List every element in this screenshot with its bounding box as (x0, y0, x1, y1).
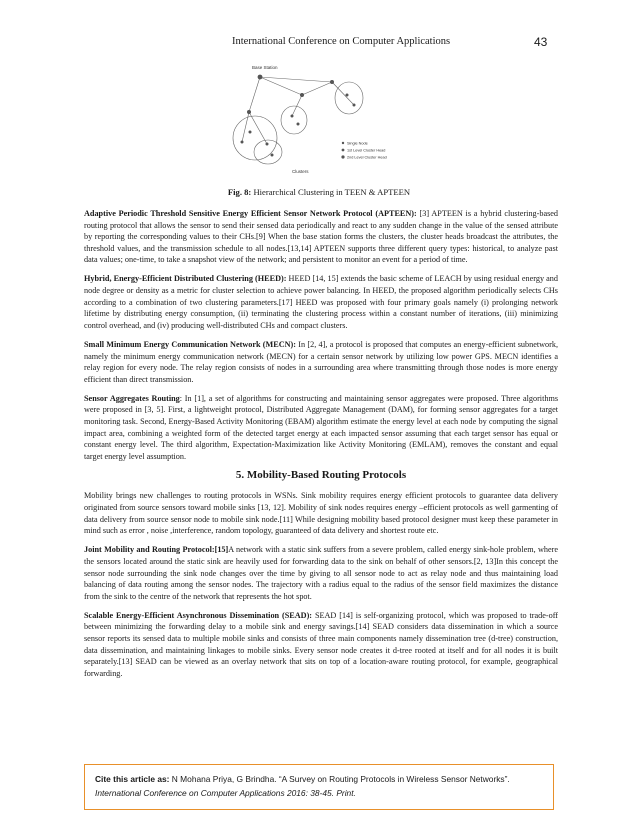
legend-first-level-ch: 1st Level Cluster Head (347, 148, 386, 153)
clusters-label: Clusters (292, 169, 309, 174)
paragraph-text: HEED [14, 15] extends the basic scheme of LEACH by using residual energy and node degree or density as a metric for cluster selection to achieve power balancing. In HEED, the proposed algorithm periodically selects CHs according to a combination of two clustering parameters.[17] HEED was proposed with four primary goals namely (i) prolonging network lifetime by distributing energy consumption, (ii) terminating the clustering process within a constant number of iterations, (iii) minimizing control overhead, and (iv) producing well-distributed CHs and compact clusters. (84, 274, 558, 330)
base-station-label: Base Station (252, 65, 278, 70)
paragraph-heed (84, 273, 558, 331)
paragraph-heading: Small Minimum Energy Communication Network (MECN): (84, 339, 297, 349)
page-number: 43 (534, 35, 548, 49)
paragraph-sensor-aggregates (84, 393, 558, 463)
figure-caption-text: Hierarchical Clustering in TEEN & APTEEN (251, 187, 411, 197)
paragraph-joint-mobility (84, 544, 558, 602)
paragraph-heading: Hybrid, Energy-Efficient Distributed Clustering (HEED): (84, 274, 287, 284)
legend-second-level-ch: 2nd Level Cluster Head (347, 155, 387, 160)
paragraph-text: : In [1], a set of algorithms for constructing and maintaining sensor aggregates were proposed. Three algorithms were proposed in [3, 5]. First, a lightweight protocol, Distributed Aggregate Management (DAM), for forming sensor aggregates for a target monitoring task. Second, Energy-Based Activity Monitoring (EBAM) algorithm estimate the energy level at each node by computing the signal impact area, combining a weighted form of the detected target energy at each impacted sensor assuming that each target sensor has equal or constant energy level. The third algorithm, Expectation-Maximization like Activity Monitoring (EMLAM), removes the constant and equal target energy level assumption. (84, 393, 558, 461)
paragraph-apteen (84, 208, 558, 266)
paragraph-sead (84, 610, 558, 680)
paragraph-text: SEAD [14] is self-organizing protocol, which was proposed to trade-off between minimizing the forwarding delay to a mobile sink and energy savings.[14] SEAD considers data dissemination in which a source sensor reports its sensed data to multiple mobile sinks and consists of three main components namely dissemination tree (d-tree) construction, data dissemination, and maintaining linkages to mobile sinks. Every sensor node creates it d-tree rooted at itself and for all nodes it is built separately.[13] SEAD can be viewed as an overlay network that sits on top of a location-aware routing protocol, for example, geographical forwarding. (84, 610, 559, 678)
citation-label: Cite this article as: (95, 774, 170, 784)
paragraph-heading: Sensor Aggregates Routing (84, 393, 180, 403)
paragraph-heading: Adaptive Periodic Threshold Sensitive Energy Efficient Sensor Network Protocol (APTEEN): (84, 209, 417, 218)
paragraph-text: Mobility brings new challenges to routing protocols in WSNs. Sink mobility requires energy efficient protocols to guarantee data delivery originated from source sensors toward mobile sinks [13, 12]. Mobility of sink nodes requires energy –efficient protocols as well garmenting of data delivery from source sensor node to mobile sink node.[11] While designing mobility based protocol designer must keep these parameter in mind such as error , noise ,interference, random topology, guaranteed of data delivery and shortest route etc. (84, 491, 558, 536)
paragraph-text: A network with a static sink suffers from a severe problem, called energy sink-hole problem, where the sensors located around the static sink are heavily used for forwarding data to the sink on behalf of other sensors.[2, 13]In this concept the sensor node surrounding the sink node changes over the time by giving to all sensor node to act as relay node and thus maintaining load balancing of data routing among the sensor nodes. The trajectory with a radius equal to the radius of the sensor field maximizes the distance from the sink to the centre of the network that represents the hot spot. (84, 545, 558, 601)
citation-source: International Conference on Computer Applications 2016: 38-45. Print. (95, 788, 356, 798)
paragraph-text: [3] APTEEN is a hybrid clustering-based routing protocol that allows the sensor to send their sensed data periodically and react to any sudden change in the value of the sensed attribute by reporting the corresponding values to their CHs.[9] When the base station forms the clusters, the cluster heads broadcast the attributes, the threshold values, and the transmission schedule to all nodes.[13,14] APTEEN supports three different query types: historical, to analyze past data values; one-time, to take a snapshot view of the network; and persistent to monitor an event for a period of time. (84, 209, 558, 265)
figure-caption (0, 187, 638, 197)
section-heading: 5. Mobility-Based Routing Protocols (235, 468, 407, 481)
paragraph-text: In [2, 4], a protocol is proposed that computes an energy-efficient subnetwork, namely the minimum energy communication network (MECN) for a certain sensor network by utilizing low power GPS. MECN identifies a relay region for every node. The relay region consists of nodes in a surrounding area where transmitting through those nodes is more energy efficient than direct transmission. (84, 339, 558, 384)
hierarchical-clustering-figure (222, 60, 412, 178)
paragraph-heading: Scalable Energy-Efficient Asynchronous Dissemination (SEAD): (84, 610, 313, 620)
paragraph-mobility-intro (84, 490, 558, 536)
figure-caption-label: Fig. 8: (227, 187, 252, 197)
paragraph-heading: Joint Mobility and Routing Protocol:[15] (84, 545, 229, 555)
legend-single-node: Single Node (347, 141, 368, 146)
citation-box (84, 764, 554, 810)
article-body (84, 208, 558, 687)
citation-text: N Mohana Priya, G Brindha. “A Survey on Routing Protocols in Wireless Sensor Networks”. (169, 774, 510, 784)
running-header: International Conference on Computer Applications (232, 36, 451, 47)
paragraph-mecn (84, 339, 558, 385)
